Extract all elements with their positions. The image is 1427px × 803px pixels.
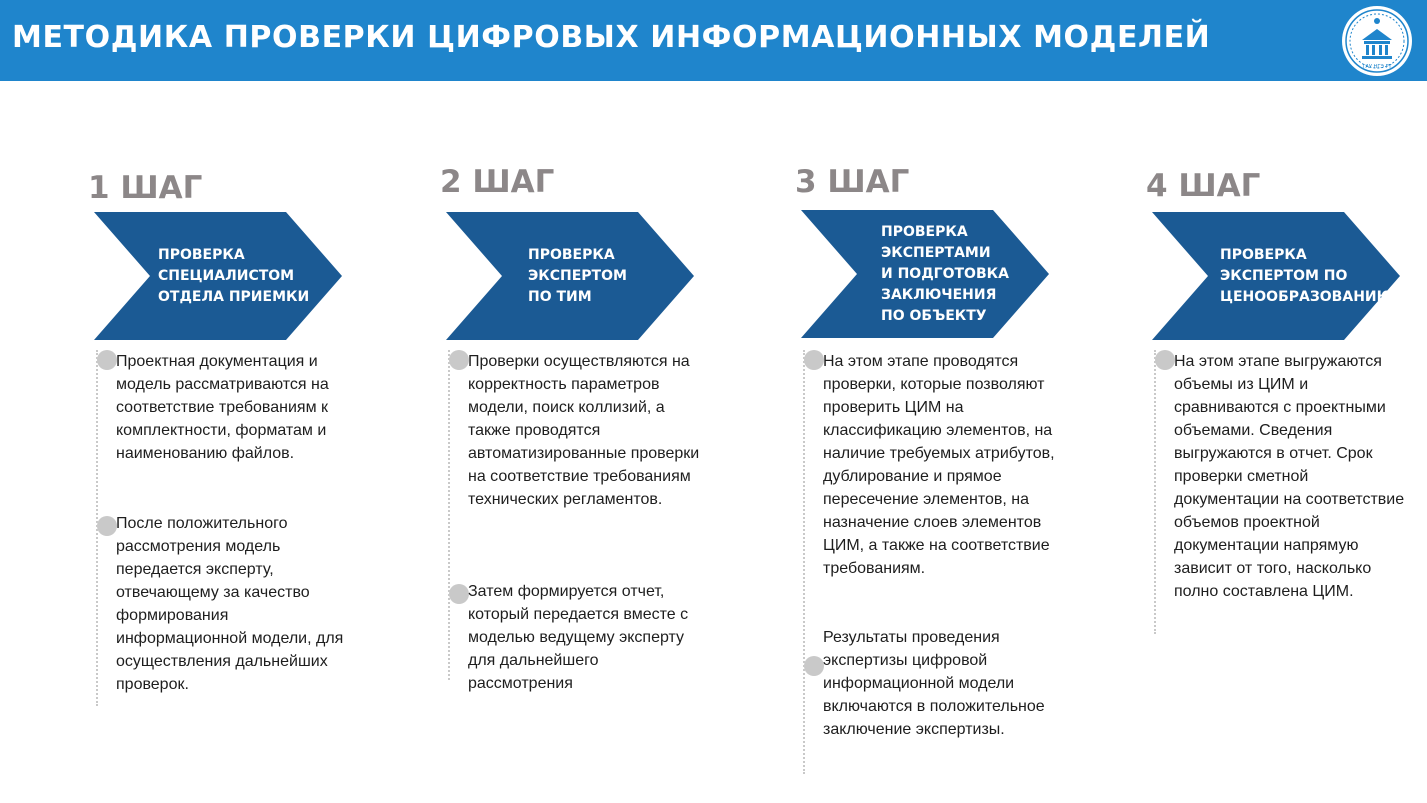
step-1 xyxy=(88,160,418,800)
bullet-dot xyxy=(1155,350,1175,370)
step-2 xyxy=(440,160,770,800)
bullet-dot xyxy=(449,350,469,370)
step-paragraph: На этом этапе выгружаются объемы из ЦИМ и сравниваются с проектными объемами. Сведения выгружаются в отчет. Срок проверки сметной документации на соответствие объемов проектной документации напрямую зависит от того, насколько полно составлена ЦИМ. xyxy=(1174,353,1405,600)
bullet-dot xyxy=(97,516,117,536)
timeline-line xyxy=(1154,350,1156,634)
step-paragraph: Затем формируется отчет, который передается вместе с моделью ведущему эксперту для дальнейшего рассмотрения xyxy=(468,583,689,692)
step-4 xyxy=(1146,160,1427,800)
step-paragraph: На этом этапе проводятся проверки, которые позволяют проверить ЦИМ на классификацию элементов, на наличие требуемых атрибутов, дублирование и прямое пересечение элементов, на назначение слоев элементов ЦИМ, а также на соответствие требованиям. xyxy=(823,353,1055,577)
step-chevron-label: ПРОВЕРКА ЭКСПЕРТОМ ПО ТИМ xyxy=(528,246,627,305)
step-paragraph: Результаты проведения экспертизы цифровой информационной модели включаются в положительное заключение экспертизы. xyxy=(823,629,1045,738)
step-title: 4 ШАГ xyxy=(1146,168,1261,204)
bullet-dot xyxy=(804,656,824,676)
page-title: МЕТОДИКА ПРОВЕРКИ ЦИФРОВЫХ ИНФОРМАЦИОННЫХ МОДЕЛЕЙ xyxy=(12,20,1211,55)
emblem-caption: ГАУ НГЭ РТ xyxy=(1362,64,1392,70)
timeline-line xyxy=(96,350,98,706)
step-chevron-label: ПРОВЕРКА ЭКСПЕРТАМИ И ПОДГОТОВКА ЗАКЛЮЧЕНИЯ ПО ОБЪЕКТУ xyxy=(881,223,1009,324)
step-title: 2 ШАГ xyxy=(440,164,555,200)
bullet-dot xyxy=(804,350,824,370)
step-3 xyxy=(795,160,1125,800)
timeline-line xyxy=(803,350,805,774)
step-chevron-label: ПРОВЕРКА СПЕЦИАЛИСТОМ ОТДЕЛА ПРИЕМКИ xyxy=(158,246,310,305)
bullet-dot xyxy=(97,350,117,370)
emblem-icon xyxy=(1340,4,1414,78)
step-paragraph: Проектная документация и модель рассматриваются на соответствие требованиям к комплектности, форматам и наименованию файлов. xyxy=(116,353,329,462)
bullet-dot xyxy=(449,584,469,604)
step-paragraph: Проверки осуществляются на корректность параметров модели, поиск коллизий, а также проводятся автоматизированные проверки на соответствие требованиям технических регламентов. xyxy=(468,353,700,508)
step-title: 1 ШАГ xyxy=(88,170,203,206)
step-paragraph: После положительного рассмотрения модель передается эксперту, отвечающему за качество формирования информационной модели, для осуществления дальнейших проверок. xyxy=(116,515,344,693)
header-bar xyxy=(0,0,1427,81)
step-title: 3 ШАГ xyxy=(795,164,910,200)
step-chevron-label: ПРОВЕРКА ЭКСПЕРТОМ ПО ЦЕНООБРАЗОВАНИЮ xyxy=(1220,246,1394,305)
timeline-line xyxy=(448,350,450,680)
